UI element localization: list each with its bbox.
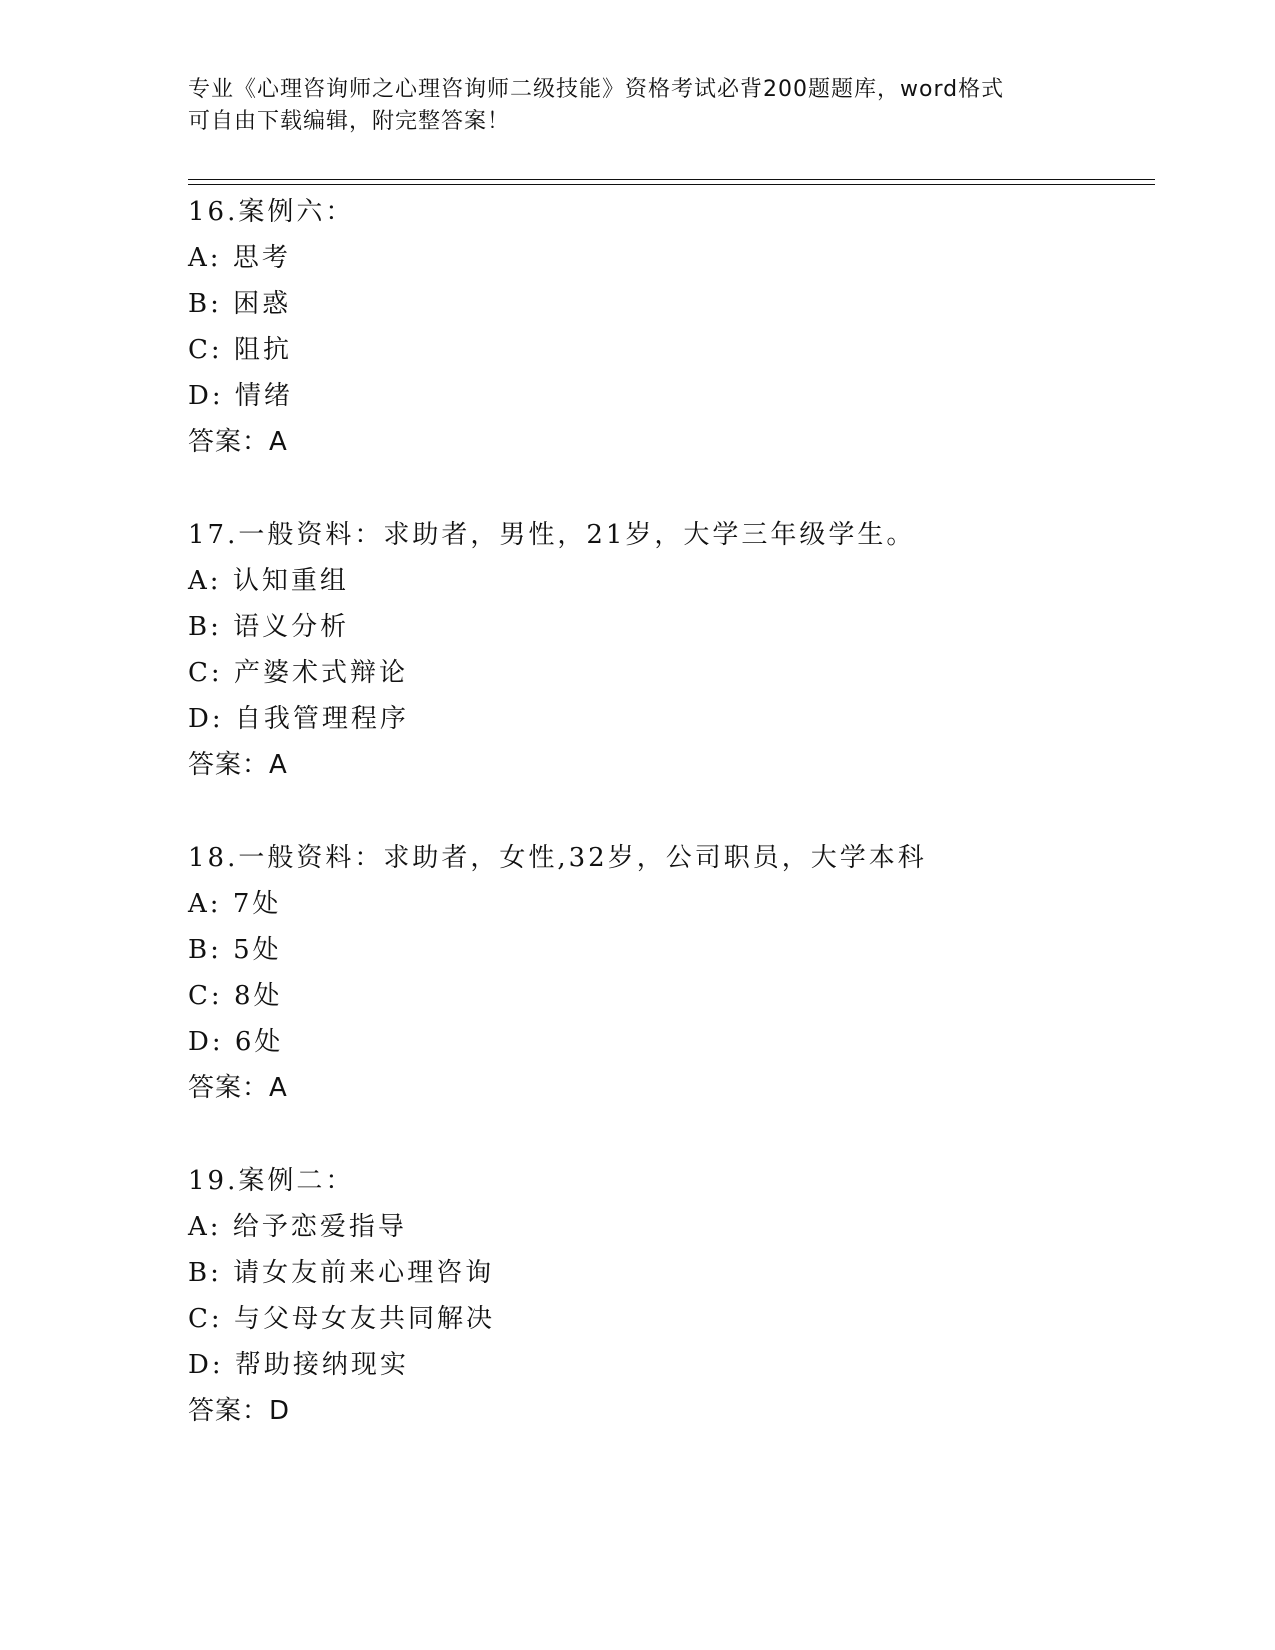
question-stem: 18.一般资料：求助者，女性,32岁，公司职员，大学本科: [188, 843, 927, 873]
question-stem: 17.一般资料：求助者，男性，21岁，大学三年级学生。: [188, 520, 916, 550]
option-text: 产婆术式辩论: [233, 658, 408, 688]
option-letter: B: [188, 1258, 211, 1288]
option-a: A: 认知重组: [188, 566, 349, 596]
option-a: A: 思考: [188, 243, 291, 273]
option-letter: C: [188, 658, 211, 688]
option-text: 情绪: [234, 381, 293, 411]
header-divider-top: [188, 179, 1155, 180]
option-letter: A: [188, 889, 210, 919]
option-a: A: 给予恋爱指导: [188, 1212, 407, 1242]
option-text: 语义分析: [233, 612, 350, 642]
answer-line: 答案：A: [188, 750, 288, 780]
option-d: D: 情绪: [188, 381, 293, 411]
option-text: 7处: [232, 889, 282, 919]
option-b: B: 语义分析: [188, 612, 350, 642]
document-header: [188, 74, 1088, 138]
option-letter: D: [188, 1350, 212, 1380]
header-line-1: 专业《心理咨询师之心理咨询师二级技能》资格考试必背200题题库，word格式: [188, 77, 1005, 102]
header-line-2: 可自由下载编辑，附完整答案！: [188, 109, 511, 134]
question-16: [188, 189, 1148, 465]
option-text: 6处: [234, 1027, 284, 1057]
option-text: 请女友前来心理咨询: [233, 1258, 495, 1288]
option-text: 8处: [233, 981, 283, 1011]
option-text: 认知重组: [232, 566, 349, 596]
option-letter: D: [188, 381, 212, 411]
option-text: 思考: [232, 243, 291, 273]
option-text: 自我管理程序: [234, 704, 409, 734]
option-letter: A: [188, 566, 210, 596]
option-c: C: 产婆术式辩论: [188, 658, 408, 688]
option-letter: A: [188, 243, 210, 273]
option-letter: C: [188, 335, 211, 365]
option-c: C: 阻抗: [188, 335, 292, 365]
option-b: B: 5处: [188, 935, 282, 965]
question-stem: 19.案例二：: [188, 1166, 355, 1196]
option-letter: B: [188, 935, 211, 965]
option-c: C: 8处: [188, 981, 283, 1011]
option-b: B: 请女友前来心理咨询: [188, 1258, 495, 1288]
option-letter: A: [188, 1212, 210, 1242]
option-text: 给予恋爱指导: [232, 1212, 407, 1242]
option-letter: B: [188, 612, 211, 642]
option-text: 与父母女友共同解决: [233, 1304, 495, 1334]
option-text: 困惑: [233, 289, 292, 319]
header-divider-bottom: [188, 184, 1155, 185]
question-list: [188, 189, 1148, 1481]
option-letter: C: [188, 981, 211, 1011]
option-text: 帮助接纳现实: [234, 1350, 409, 1380]
option-letter: B: [188, 289, 211, 319]
option-letter: D: [188, 704, 212, 734]
option-b: B: 困惑: [188, 289, 292, 319]
option-a: A: 7处: [188, 889, 282, 919]
question-19: [188, 1158, 1148, 1434]
question-17: [188, 512, 1148, 788]
option-text: 阻抗: [233, 335, 292, 365]
option-d: D: 自我管理程序: [188, 704, 409, 734]
question-18: [188, 835, 1148, 1111]
option-text: 5处: [233, 935, 282, 965]
answer-line: 答案：D: [188, 1396, 291, 1426]
question-stem: 16.案例六：: [188, 197, 355, 227]
option-d: D: 帮助接纳现实: [188, 1350, 409, 1380]
option-letter: D: [188, 1027, 212, 1057]
answer-line: 答案：A: [188, 1073, 288, 1103]
option-c: C: 与父母女友共同解决: [188, 1304, 495, 1334]
answer-line: 答案：A: [188, 427, 288, 457]
option-d: D: 6处: [188, 1027, 284, 1057]
option-letter: C: [188, 1304, 211, 1334]
